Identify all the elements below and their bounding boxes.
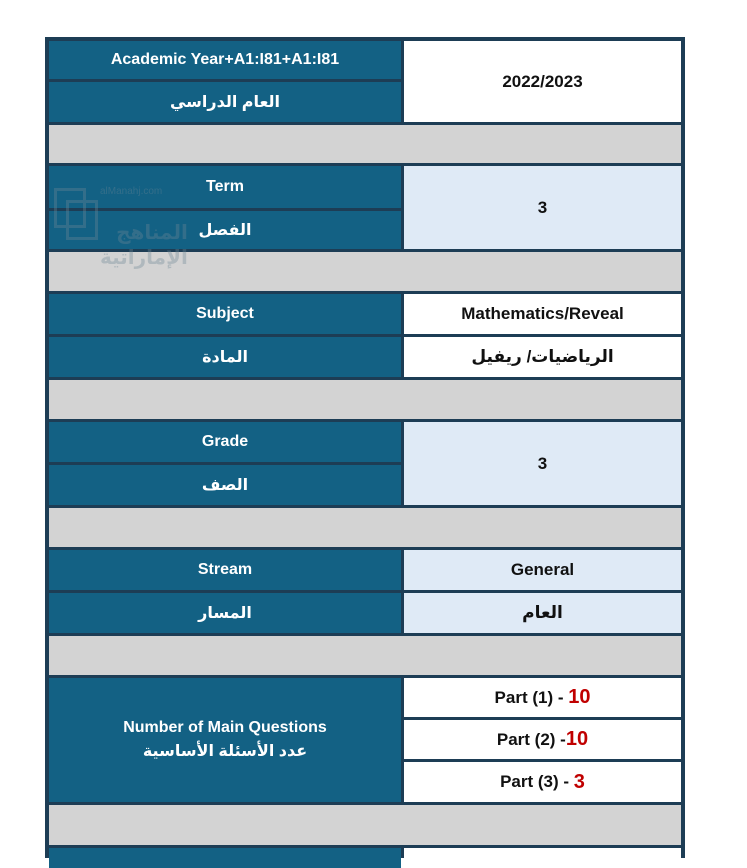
questions-label-ar: عدد الأسئلة الأساسية [142, 743, 308, 760]
part-3-row [404, 762, 681, 802]
info-sheet [45, 37, 685, 858]
part-1-row [404, 678, 681, 717]
grade-value: 3 [404, 422, 681, 505]
subject-label-ar: المادة [49, 337, 401, 377]
stream-label-ar: المسار [49, 593, 401, 633]
spacer-row [49, 636, 681, 675]
part-2-count: 10 [565, 728, 589, 750]
watermark-url: alManahj.com [100, 186, 163, 197]
academic-year-label-en: Academic Year+A1:I81+A1:I81 [49, 41, 401, 79]
grade-label-en: Grade [49, 422, 401, 462]
subject-value-ar: الرياضيات/ ريفيل [404, 337, 681, 377]
part-3-count: 3 [573, 770, 585, 793]
watermark-title: المناهج الإماراتية [100, 222, 188, 269]
part-1-label: Part (1) - [494, 687, 569, 707]
stream-value-ar: العام [404, 593, 681, 633]
academic-year-label-ar: العام الدراسي [49, 82, 401, 122]
academic-year-value: 2022/2023 [404, 41, 681, 122]
spacer-row [49, 508, 681, 547]
term-label-en: Term [49, 166, 401, 208]
questions-label [49, 678, 401, 802]
next-row-value [404, 848, 681, 868]
subject-value-en: Mathematics/Reveal [404, 294, 681, 334]
questions-label-en: Number of Main Questions [123, 719, 327, 736]
part-1-count: 10 [568, 686, 591, 708]
next-row-label [49, 848, 401, 868]
part-3-label: Part (3) - [500, 772, 574, 791]
spacer-row [49, 252, 681, 291]
stream-value-en: General [404, 550, 681, 590]
term-value: 3 [404, 166, 681, 249]
part-2-label: Part (2) - [496, 729, 566, 749]
term-label-ar: الفصل [49, 211, 401, 249]
grade-label-ar: الصف [49, 465, 401, 505]
spacer-row [49, 805, 681, 845]
part-2-row [404, 720, 681, 759]
spacer-row [49, 125, 681, 163]
stream-label-en: Stream [49, 550, 401, 590]
spacer-row [49, 380, 681, 419]
subject-label-en: Subject [49, 294, 401, 334]
